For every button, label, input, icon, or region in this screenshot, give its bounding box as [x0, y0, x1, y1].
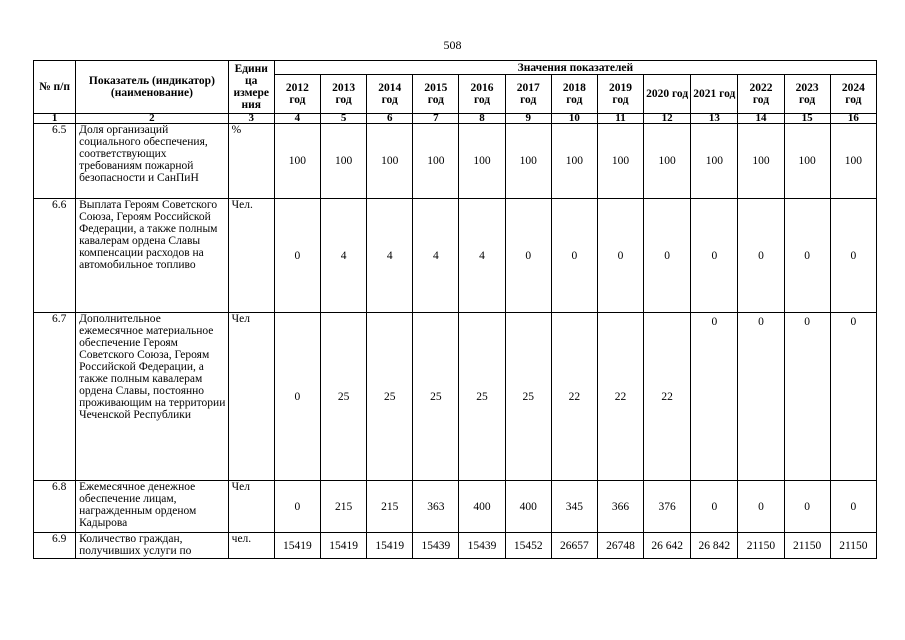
value-cell: 0	[551, 199, 597, 313]
column-index: 13	[691, 114, 738, 124]
value-cell: 15419	[320, 533, 366, 559]
row-number: 6.5	[34, 124, 76, 199]
value-cell: 15439	[413, 533, 459, 559]
column-index: 11	[597, 114, 643, 124]
value-cell: 0	[784, 481, 830, 533]
row-number: 6.9	[34, 533, 76, 559]
column-index: 7	[413, 114, 459, 124]
value-cell: 25	[413, 313, 459, 481]
value-cell: 0	[274, 199, 320, 313]
value-cell: 26 842	[691, 533, 738, 559]
value-cell: 22	[551, 313, 597, 481]
value-cell: 0	[784, 313, 830, 481]
row-number: 6.6	[34, 199, 76, 313]
value-cell: 26748	[597, 533, 643, 559]
unit-cell: %	[228, 124, 274, 199]
column-index: 1	[34, 114, 76, 124]
column-index: 6	[367, 114, 413, 124]
value-cell: 0	[830, 313, 876, 481]
value-cell: 21150	[738, 533, 784, 559]
value-cell: 0	[274, 481, 320, 533]
value-cell: 26657	[551, 533, 597, 559]
value-cell: 15419	[367, 533, 413, 559]
indicator-name: Ежемесячное денежное обеспечение лицам, награжденным орденом Кадырова	[76, 481, 229, 533]
value-cell: 100	[551, 124, 597, 199]
column-index: 4	[274, 114, 320, 124]
header-year: 2012 год	[274, 75, 320, 114]
value-cell: 100	[505, 124, 551, 199]
value-cell: 15452	[505, 533, 551, 559]
column-index: 2	[76, 114, 229, 124]
value-cell: 25	[459, 313, 505, 481]
table-row	[34, 313, 877, 481]
value-cell: 0	[738, 481, 784, 533]
unit-cell: Чел	[228, 481, 274, 533]
value-cell: 4	[413, 199, 459, 313]
value-cell: 25	[320, 313, 366, 481]
value-cell: 0	[274, 313, 320, 481]
value-cell: 100	[830, 124, 876, 199]
indicators-table	[33, 60, 877, 559]
value-cell: 100	[738, 124, 784, 199]
value-cell: 0	[644, 199, 691, 313]
header-year: 2021 год	[691, 75, 738, 114]
table-row	[34, 533, 877, 559]
value-cell: 376	[644, 481, 691, 533]
value-cell: 100	[597, 124, 643, 199]
indicator-name: Дополнительное ежемесячное материальное обеспечение Героям Советского Союза, Героям Российской Федерации, а также полным кавалерам ордена Славы, постоянно проживающим на территории Чеченской Республики	[76, 313, 229, 481]
value-cell: 363	[413, 481, 459, 533]
value-cell: 4	[367, 199, 413, 313]
column-index: 14	[738, 114, 784, 124]
value-cell: 100	[413, 124, 459, 199]
header-num: № п/п	[34, 61, 76, 114]
value-cell: 100	[644, 124, 691, 199]
value-cell: 0	[830, 481, 876, 533]
value-cell: 215	[320, 481, 366, 533]
header-year: 2019 год	[597, 75, 643, 114]
value-cell: 0	[505, 199, 551, 313]
header-unit: Едини ца измере ния	[228, 61, 274, 114]
value-cell: 25	[367, 313, 413, 481]
value-cell: 0	[738, 199, 784, 313]
header-year: 2015 год	[413, 75, 459, 114]
value-cell: 400	[505, 481, 551, 533]
page-number: 508	[443, 38, 462, 52]
header-year: 2022 год	[738, 75, 784, 114]
unit-cell: чел.	[228, 533, 274, 559]
value-cell: 0	[830, 199, 876, 313]
header-year: 2017 год	[505, 75, 551, 114]
value-cell: 0	[691, 481, 738, 533]
header-year: 2014 год	[367, 75, 413, 114]
unit-cell: Чел.	[228, 199, 274, 313]
column-index: 9	[505, 114, 551, 124]
indicator-name: Выплата Героям Советского Союза, Героям Российской Федерации, а также полным кавалерам ордена Славы компенсации расходов на автомобильное топливо	[76, 199, 229, 313]
header-year: 2018 год	[551, 75, 597, 114]
value-cell: 22	[597, 313, 643, 481]
table-row	[34, 124, 877, 199]
value-cell: 100	[367, 124, 413, 199]
column-index: 16	[830, 114, 876, 124]
value-cell: 215	[367, 481, 413, 533]
value-cell: 21150	[784, 533, 830, 559]
row-number: 6.8	[34, 481, 76, 533]
indicator-name: Доля организаций социального обеспечения, соответствующих требованиям пожарной безопасности и СанПиН	[76, 124, 229, 199]
value-cell: 100	[691, 124, 738, 199]
column-index: 5	[320, 114, 366, 124]
value-cell: 4	[459, 199, 505, 313]
column-index: 3	[228, 114, 274, 124]
header-year: 2024 год	[830, 75, 876, 114]
value-cell: 0	[738, 313, 784, 481]
value-cell: 25	[505, 313, 551, 481]
value-cell: 0	[784, 199, 830, 313]
column-index: 15	[784, 114, 830, 124]
value-cell: 22	[644, 313, 691, 481]
value-cell: 366	[597, 481, 643, 533]
value-cell: 100	[784, 124, 830, 199]
value-cell: 0	[597, 199, 643, 313]
value-cell: 26 642	[644, 533, 691, 559]
header-year: 2023 год	[784, 75, 830, 114]
value-cell: 100	[274, 124, 320, 199]
value-cell: 15439	[459, 533, 505, 559]
value-cell: 400	[459, 481, 505, 533]
value-cell: 345	[551, 481, 597, 533]
value-cell: 0	[691, 313, 738, 481]
value-cell: 100	[459, 124, 505, 199]
value-cell: 4	[320, 199, 366, 313]
table-row	[34, 199, 877, 313]
table-row	[34, 481, 877, 533]
indicator-name: Количество граждан, получивших услуги по	[76, 533, 229, 559]
column-index: 10	[551, 114, 597, 124]
column-index: 8	[459, 114, 505, 124]
value-cell: 15419	[274, 533, 320, 559]
value-cell: 100	[320, 124, 366, 199]
header-indicator: Показатель (индикатор) (наименование)	[76, 61, 229, 114]
header-year: 2020 год	[644, 75, 691, 114]
header-year: 2013 год	[320, 75, 366, 114]
unit-cell: Чел	[228, 313, 274, 481]
column-index: 12	[644, 114, 691, 124]
header-year: 2016 год	[459, 75, 505, 114]
value-cell: 21150	[830, 533, 876, 559]
header-values: Значения показателей	[274, 61, 876, 75]
value-cell: 0	[691, 199, 738, 313]
row-number: 6.7	[34, 313, 76, 481]
